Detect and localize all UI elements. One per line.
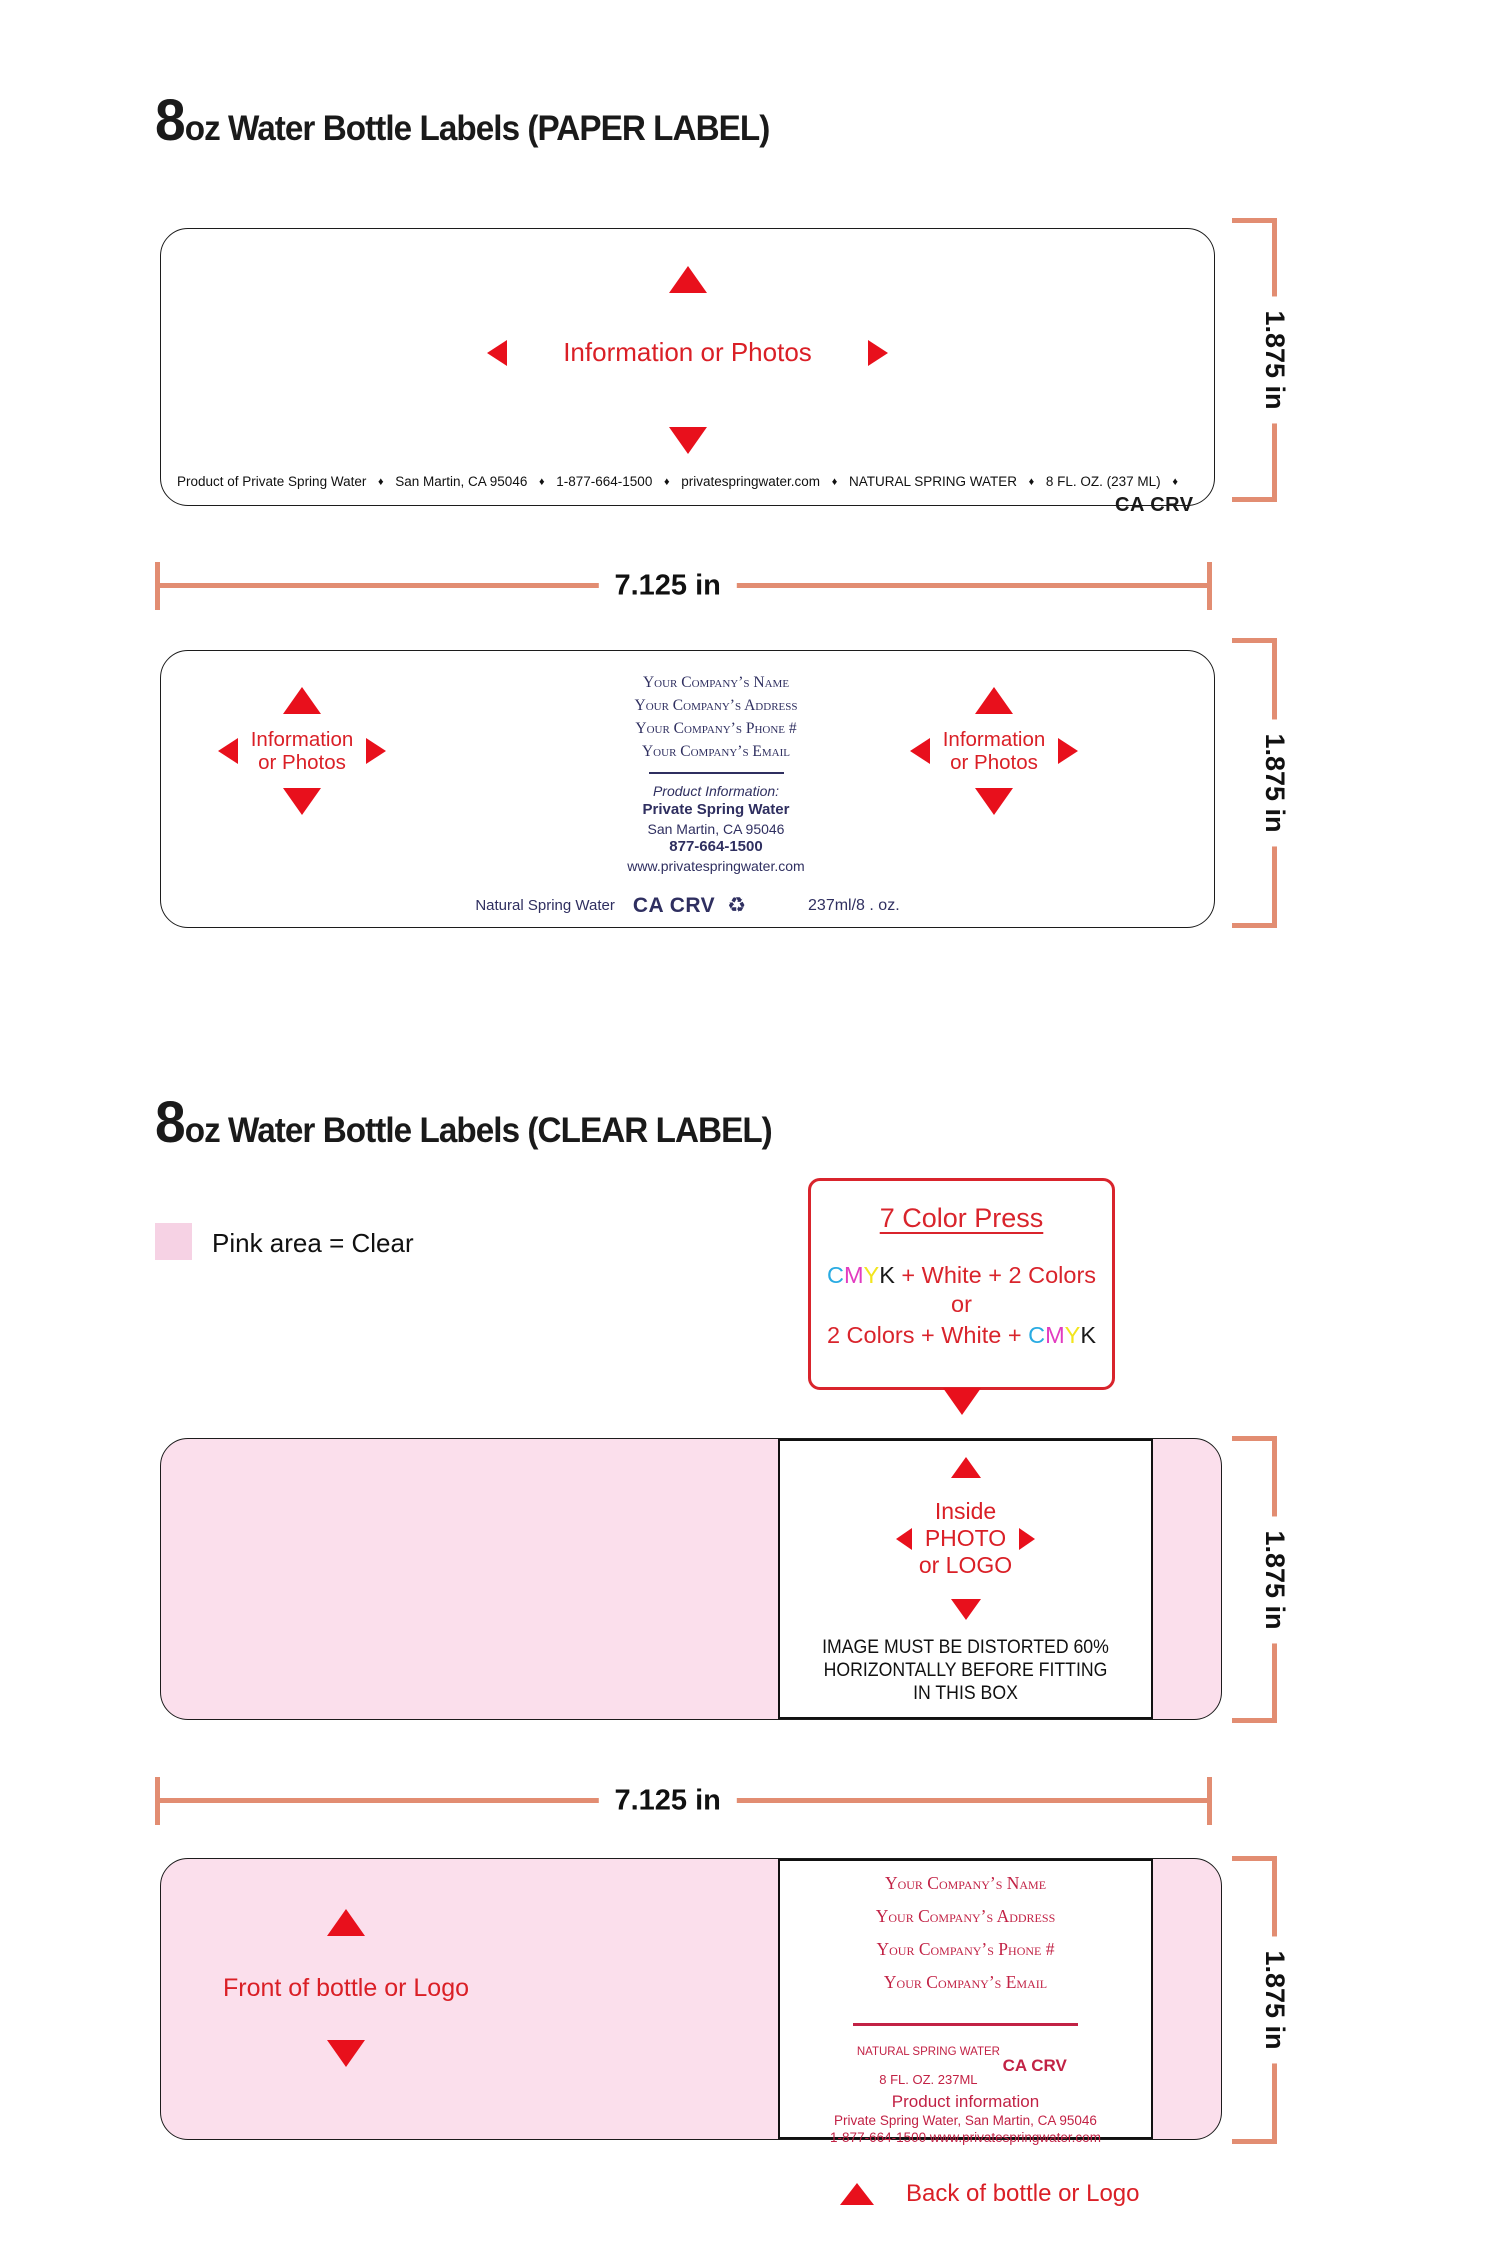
divider <box>649 772 784 774</box>
back-caption-text: Back of bottle or Logo <box>906 2180 1140 2207</box>
placeholder-line: or Photos <box>258 751 346 774</box>
photo-window <box>778 1439 1153 1719</box>
press-box-title: 7 Color Press <box>879 1203 1044 1233</box>
seven-color-press-callout <box>808 1178 1115 1390</box>
company-line: Your Company’s Name <box>642 674 790 691</box>
footer-segment: 1-877-664-1500 <box>556 474 653 489</box>
right-arrow-icon <box>366 738 386 764</box>
black-letter: K <box>879 1262 895 1288</box>
inside-line: or LOGO <box>918 1552 1013 1578</box>
product-info-heading: Product information <box>891 2092 1040 2111</box>
company-line: Your Company’s Email <box>883 1972 1048 1992</box>
ca-crv-mark: CA CRV <box>632 893 716 917</box>
yellow-letter: Y <box>1064 1322 1081 1348</box>
width-dimension-line <box>155 569 1212 601</box>
clear-back-label <box>160 1858 1222 2145</box>
paper-back-label <box>160 650 1215 928</box>
left-photo-placeholder <box>217 687 387 815</box>
footer-segment: privatespringwater.com <box>681 474 821 489</box>
company-line: Your Company’s Email <box>641 743 791 760</box>
down-arrow-icon <box>327 2040 365 2067</box>
diamond-separator-icon: ♦ <box>1028 475 1035 488</box>
press-option-2-prefix: 2 Colors + White + <box>826 1322 1029 1348</box>
left-arrow-icon <box>910 738 930 764</box>
footer-natural-spring-water: Natural Spring Water <box>475 897 615 914</box>
note-line: IN THIS BOX <box>913 1683 1018 1704</box>
inside-line: Inside <box>934 1498 997 1524</box>
front-caption: Front of bottle or Logo <box>223 1973 469 2002</box>
ca-crv-mark: CA CRV <box>1002 2056 1067 2075</box>
placeholder-line: Information <box>250 728 354 751</box>
footer-segment: Product of Private Spring Water <box>177 474 367 489</box>
footer-segment: 8 FL. OZ. (237 ML) <box>1045 474 1161 489</box>
magenta-letter: M <box>1045 1322 1065 1348</box>
diamond-separator-icon: ♦ <box>377 475 384 488</box>
width-dimension-value: 7.125 in <box>598 1784 736 1817</box>
placeholder-line: or Photos <box>950 751 1038 774</box>
title-text: oz Water Bottle Labels (PAPER LABEL) <box>184 109 770 148</box>
up-arrow-icon <box>951 1457 981 1478</box>
left-arrow-icon <box>487 340 507 366</box>
right-arrow-icon <box>1058 738 1078 764</box>
press-option-1-rest: + White + 2 Colors <box>894 1262 1097 1288</box>
height-dimension-value: 1.875 in <box>1257 1936 1292 2063</box>
press-option-2 <box>811 1322 1112 1349</box>
diamond-separator-icon: ♦ <box>663 475 670 488</box>
height-dimension-value: 1.875 in <box>1257 296 1292 423</box>
right-arrow-icon <box>868 340 888 366</box>
company-line: Your Company’s Address <box>634 697 798 714</box>
press-option-1 <box>811 1262 1112 1289</box>
footer-segment: NATURAL SPRING WATER <box>848 474 1017 489</box>
down-arrow-icon <box>951 1599 981 1620</box>
callout-pointer-icon <box>943 1388 981 1415</box>
height-dimension-value: 1.875 in <box>1257 719 1292 846</box>
height-dimension-bracket <box>1232 218 1290 502</box>
company-line: Your Company’s Name <box>884 1873 1047 1893</box>
up-arrow-icon <box>840 2183 874 2205</box>
placeholder-text: Information or Photos <box>563 337 812 367</box>
company-info-block <box>601 671 831 875</box>
company-line: Your Company’s Phone # <box>876 1939 1055 1959</box>
diamond-separator-icon: ♦ <box>831 475 838 488</box>
recycle-icon: ♻ <box>727 894 747 917</box>
product-name: Private Spring Water <box>642 801 790 818</box>
company-line: Your Company’s Phone # <box>635 720 797 737</box>
company-info-window <box>778 1859 1153 2145</box>
legend-text: Pink area = Clear <box>212 1228 414 1258</box>
yellow-letter: Y <box>863 1262 880 1288</box>
divider <box>853 2023 1078 2026</box>
up-arrow-icon <box>669 266 707 293</box>
title-number: 8 <box>155 88 185 153</box>
cyan-letter: C <box>826 1262 844 1288</box>
left-arrow-icon <box>218 738 238 764</box>
height-dimension-bracket <box>1232 1856 1290 2144</box>
down-arrow-icon <box>283 788 321 815</box>
height-dimension-bracket <box>1232 1436 1290 1723</box>
back-of-bottle-caption <box>840 2180 1139 2208</box>
clear-section-title <box>155 1090 772 1155</box>
front-of-bottle-placeholder <box>223 1909 469 2067</box>
footer-volume: 237ml/8 . oz. <box>808 896 900 914</box>
placeholder-line: Information <box>942 728 1046 751</box>
title-text: oz Water Bottle Labels (CLEAR LABEL) <box>184 1111 772 1150</box>
inside-line: PHOTO <box>924 1525 1007 1551</box>
product-phone: 877-664-1500 <box>669 838 763 855</box>
inside-placeholder <box>780 1457 1151 1620</box>
company-line: Your Company’s Address <box>875 1906 1056 1926</box>
footer-segment: San Martin, CA 95046 <box>395 474 528 489</box>
right-arrow-icon <box>1019 1528 1035 1550</box>
width-dimension-value: 7.125 in <box>598 569 736 602</box>
press-or: or <box>951 1291 972 1317</box>
clear-front-label <box>160 1438 1222 1720</box>
diamond-separator-icon: ♦ <box>538 475 545 488</box>
product-marks <box>780 2038 1151 2090</box>
product-phone-web: 1-877-664-1500 www.privatespringwater.com <box>830 2130 1101 2145</box>
paper-section-title <box>155 88 770 153</box>
label-footer-line <box>177 474 1178 489</box>
note-line: IMAGE MUST BE DISTORTED 60% <box>822 1637 1109 1658</box>
paper-front-label <box>160 228 1215 506</box>
left-arrow-icon <box>896 1528 912 1550</box>
black-letter: K <box>1080 1322 1097 1348</box>
product-address: Private Spring Water, San Martin, CA 95046 <box>834 2113 1097 2128</box>
up-arrow-icon <box>327 1909 365 1936</box>
volume-text: 8 FL. OZ. 237ML <box>879 2072 978 2087</box>
title-number: 8 <box>155 1090 185 1155</box>
height-dimension-value: 1.875 in <box>1257 1516 1292 1643</box>
down-arrow-icon <box>975 788 1013 815</box>
magenta-letter: M <box>843 1262 864 1288</box>
width-dimension-line <box>155 1784 1212 1816</box>
cyan-letter: C <box>1028 1322 1046 1348</box>
up-arrow-icon <box>975 687 1013 714</box>
distortion-note <box>793 1636 1138 1705</box>
product-city: San Martin, CA 95046 <box>647 820 785 837</box>
label-footer-line <box>161 893 1214 918</box>
natural-spring-water: NATURAL SPRING WATER <box>856 2046 1000 2058</box>
product-web: www.privatespringwater.com <box>627 857 805 874</box>
down-arrow-icon <box>669 427 707 454</box>
right-photo-placeholder <box>909 687 1079 815</box>
placeholder-row <box>161 337 1214 368</box>
ca-crv-mark: CA CRV <box>1115 494 1194 516</box>
pink-swatch <box>155 1223 192 1260</box>
up-arrow-icon <box>283 687 321 714</box>
diamond-separator-icon: ♦ <box>1172 475 1178 488</box>
note-line: HORIZONTALLY BEFORE FITTING <box>823 1660 1108 1681</box>
height-dimension-bracket <box>1232 638 1290 928</box>
product-info-heading: Product Information: <box>652 783 780 799</box>
